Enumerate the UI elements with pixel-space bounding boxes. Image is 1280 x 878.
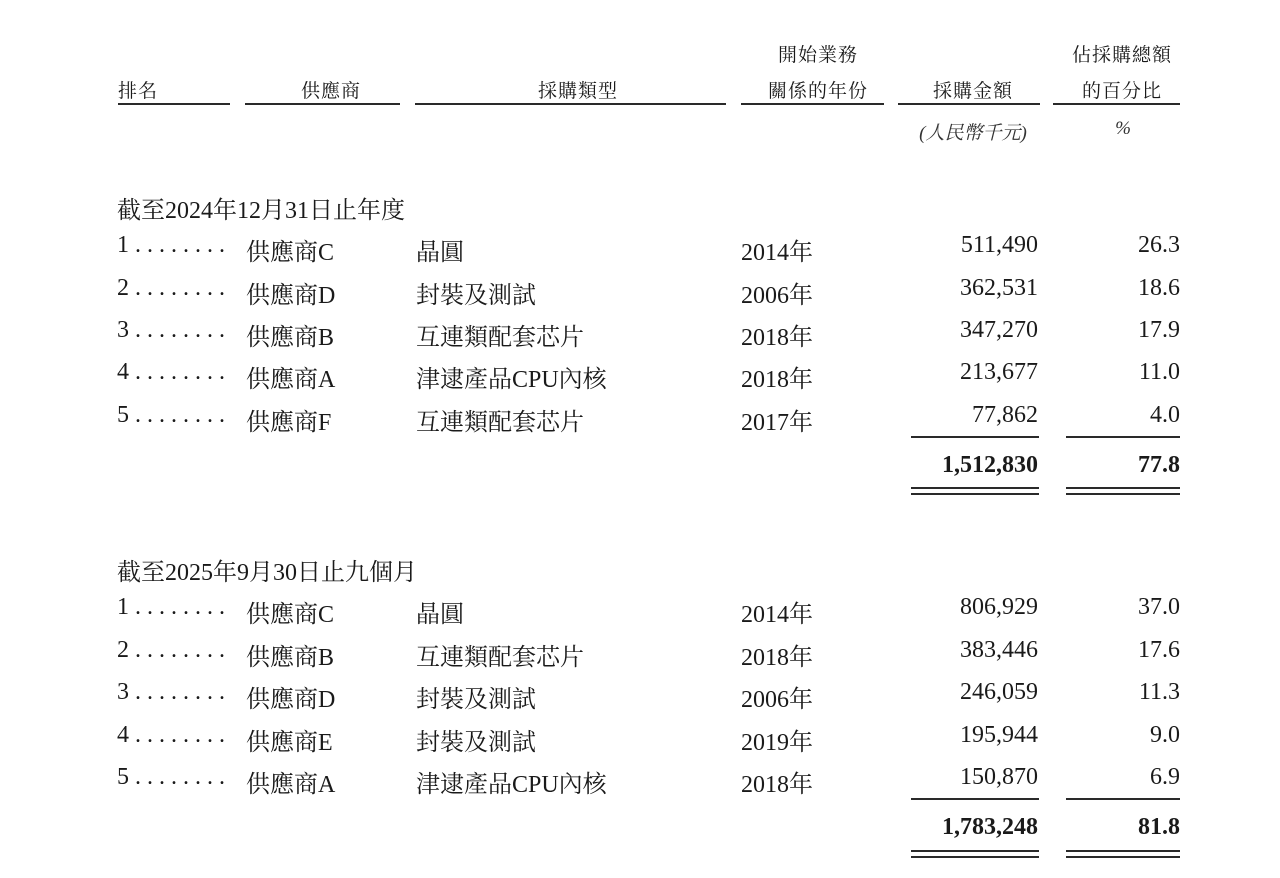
amount-cell: 195,944 — [960, 722, 1038, 748]
pct-cell: 37.0 — [1138, 594, 1180, 620]
header-underline-pct — [1053, 103, 1180, 105]
double-rule-pct-bottom — [1066, 856, 1180, 858]
rank-cell: 5 . . . . . . . . — [117, 402, 225, 428]
amount-cell: 362,531 — [960, 275, 1038, 301]
table-row — [0, 722, 1280, 758]
pct-cell: 9.0 — [1150, 722, 1180, 748]
pct-cell: 18.6 — [1138, 275, 1180, 301]
table-row — [0, 402, 1280, 438]
rank-cell: 1 . . . . . . . . — [117, 232, 225, 258]
supplier-cell: 供應商A — [246, 367, 336, 393]
purchase-type-cell: 晶圓 — [416, 240, 464, 266]
rank-cell: 3 . . . . . . . . — [117, 317, 225, 343]
supplier-cell: 供應商B — [246, 325, 335, 351]
year-cell: 2014年 — [741, 602, 813, 628]
year-cell: 2014年 — [741, 240, 813, 266]
table-row — [0, 232, 1280, 268]
double-rule-amount-bottom — [911, 856, 1039, 858]
table-row — [0, 359, 1280, 395]
total-pct: 77.8 — [1138, 452, 1180, 478]
year-cell: 2019年 — [741, 730, 813, 756]
header-start-year-line1: 開始業務 — [777, 44, 859, 66]
header-pct-line1: 佔採購總額 — [1071, 44, 1173, 66]
pct-cell: 11.0 — [1138, 359, 1180, 385]
header-underline-purchase-type — [415, 103, 726, 105]
double-rule-pct-bottom — [1066, 493, 1180, 495]
subtotal-rule-pct — [1066, 436, 1180, 438]
total-amount: 1,512,830 — [942, 452, 1038, 478]
header-underline-supplier — [245, 103, 400, 105]
table-row — [0, 679, 1280, 715]
year-cell: 2006年 — [741, 687, 813, 713]
rank-cell: 1 . . . . . . . . — [117, 594, 225, 620]
rank-cell: 4 . . . . . . . . — [117, 359, 225, 385]
purchase-type-cell: 封裝及測試 — [416, 283, 536, 309]
rank-cell: 4 . . . . . . . . — [117, 722, 225, 748]
header-amount: 採購金額 — [932, 80, 1014, 102]
subtotal-rule-pct — [1066, 798, 1180, 800]
year-cell: 2018年 — [741, 325, 813, 351]
subtotal-rule-amount — [911, 798, 1039, 800]
supplier-cell: 供應商F — [246, 410, 332, 436]
table-row — [0, 764, 1280, 800]
pct-cell: 11.3 — [1138, 679, 1180, 705]
section-title-2024: 截至2024年12月31日止年度 — [117, 198, 405, 224]
double-rule-amount-top — [911, 487, 1039, 489]
amount-cell: 150,870 — [960, 764, 1038, 790]
supplier-cell: 供應商E — [246, 730, 333, 756]
header-underline-amount — [898, 103, 1040, 105]
pct-unit-label: % — [1115, 118, 1131, 139]
purchase-type-cell: 互連類配套芯片 — [416, 645, 584, 671]
rank-cell: 5 . . . . . . . . — [117, 764, 225, 790]
table-row — [0, 594, 1280, 630]
header-supplier: 供應商 — [300, 80, 362, 102]
amount-cell: 77,862 — [972, 402, 1038, 428]
subtotal-rule-amount — [911, 436, 1039, 438]
year-cell: 2018年 — [741, 367, 813, 393]
pct-cell: 6.9 — [1150, 764, 1180, 790]
pct-cell: 26.3 — [1138, 232, 1180, 258]
rank-cell: 2 . . . . . . . . — [117, 637, 225, 663]
year-cell: 2017年 — [741, 410, 813, 436]
header-pct-line2: 的百分比 — [1081, 80, 1163, 102]
table-row — [0, 637, 1280, 673]
purchase-type-cell: 晶圓 — [416, 602, 464, 628]
header-start-year-line2: 關係的年份 — [767, 80, 869, 102]
double-rule-amount-top — [911, 850, 1039, 852]
pct-cell: 17.6 — [1138, 637, 1180, 663]
supplier-cell: 供應商B — [246, 645, 335, 671]
purchase-type-cell: 封裝及測試 — [416, 730, 536, 756]
purchase-type-cell: 津逮產品CPU內核 — [416, 367, 607, 393]
table-row — [0, 317, 1280, 353]
amount-cell: 246,059 — [960, 679, 1038, 705]
table-row — [0, 275, 1280, 311]
year-cell: 2018年 — [741, 772, 813, 798]
supplier-cell: 供應商C — [246, 240, 335, 266]
supplier-cell: 供應商A — [246, 772, 336, 798]
amount-cell: 806,929 — [960, 594, 1038, 620]
section-title-2025: 截至2025年9月30日止九個月 — [117, 560, 417, 586]
pct-cell: 4.0 — [1150, 402, 1180, 428]
amount-cell: 347,270 — [960, 317, 1038, 343]
header-underline-start-year — [741, 103, 884, 105]
amount-cell: 511,490 — [960, 232, 1038, 258]
double-rule-amount-bottom — [911, 493, 1039, 495]
header-rank: 排名 — [118, 80, 159, 102]
rank-cell: 3 . . . . . . . . — [117, 679, 225, 705]
header-underline-rank — [118, 103, 230, 105]
purchase-type-cell: 封裝及測試 — [416, 687, 536, 713]
amount-cell: 213,677 — [960, 359, 1038, 385]
supplier-cell: 供應商D — [246, 687, 336, 713]
amount-unit-label: (人民幣千元) — [919, 123, 1027, 144]
amount-cell: 383,446 — [960, 637, 1038, 663]
supplier-cell: 供應商C — [246, 602, 335, 628]
rank-cell: 2 . . . . . . . . — [117, 275, 225, 301]
pct-cell: 17.9 — [1138, 317, 1180, 343]
double-rule-pct-top — [1066, 487, 1180, 489]
double-rule-pct-top — [1066, 850, 1180, 852]
year-cell: 2018年 — [741, 645, 813, 671]
header-purchase-type: 採購類型 — [537, 80, 619, 102]
purchase-type-cell: 互連類配套芯片 — [416, 410, 584, 436]
total-amount: 1,783,248 — [942, 814, 1038, 840]
total-pct: 81.8 — [1138, 814, 1180, 840]
year-cell: 2006年 — [741, 283, 813, 309]
purchase-type-cell: 互連類配套芯片 — [416, 325, 584, 351]
supplier-cell: 供應商D — [246, 283, 336, 309]
purchase-type-cell: 津逮產品CPU內核 — [416, 772, 607, 798]
